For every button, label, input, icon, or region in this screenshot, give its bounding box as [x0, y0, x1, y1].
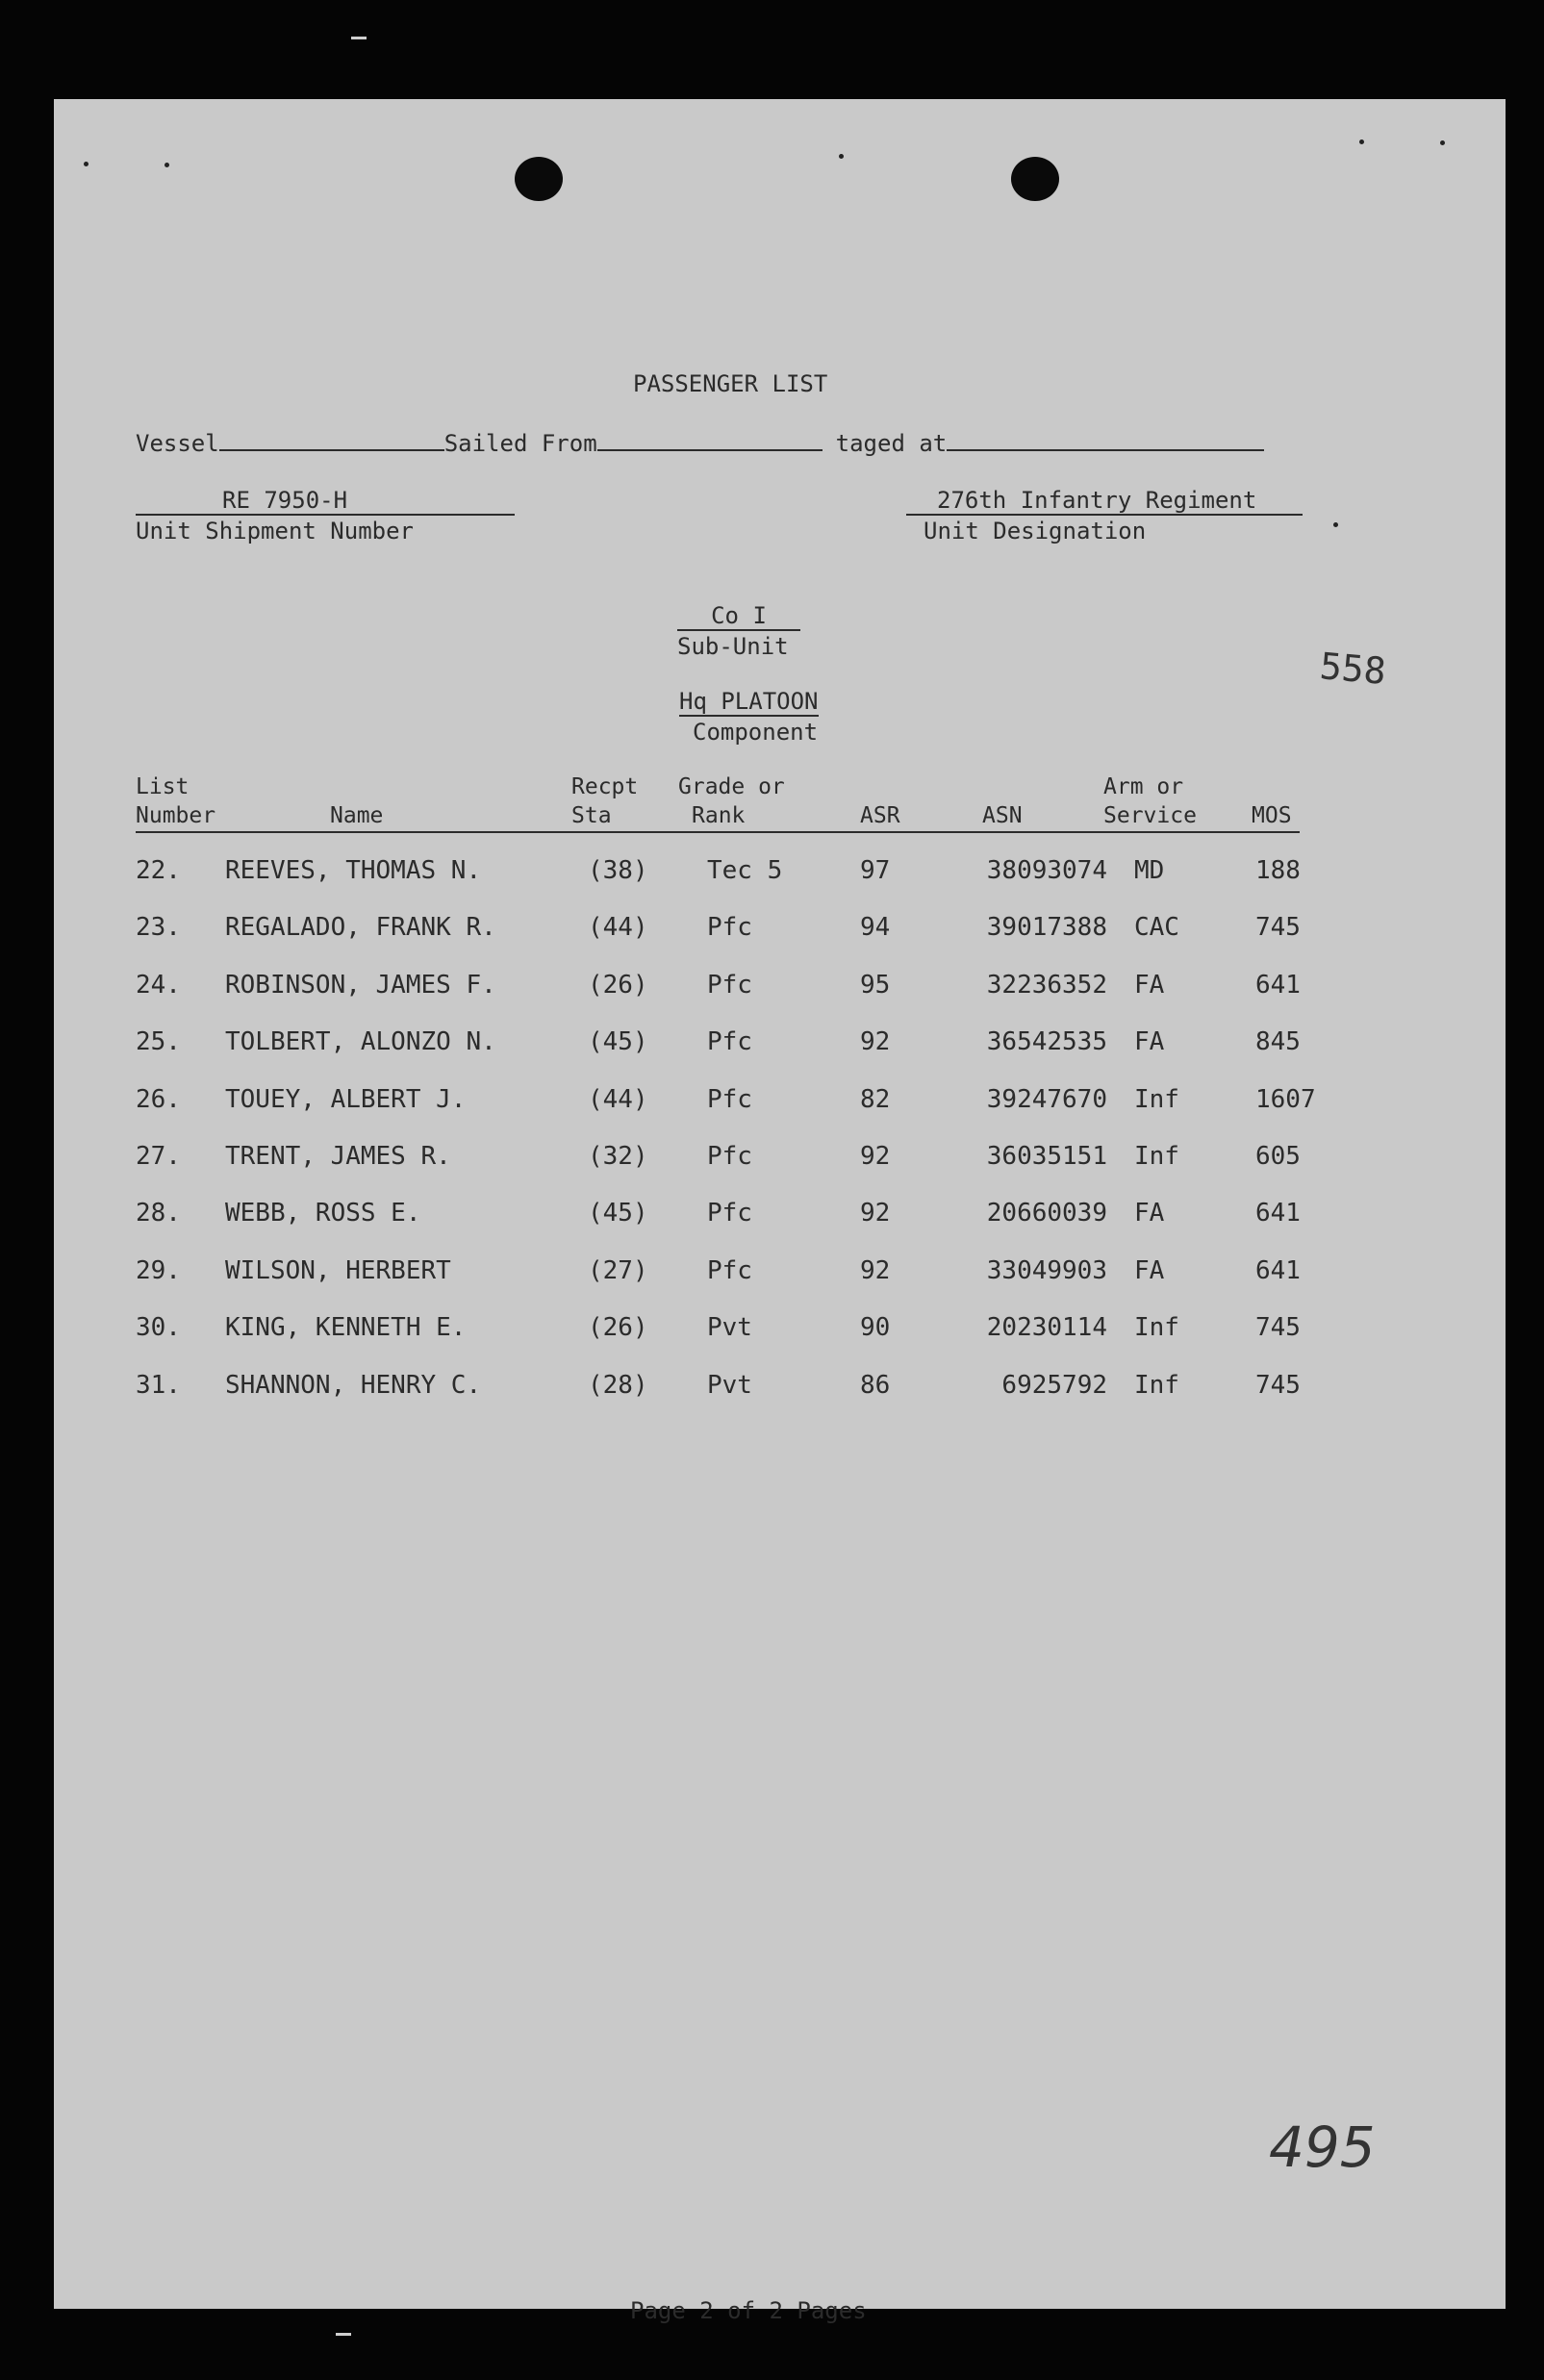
cell-num: 22. — [136, 856, 181, 885]
cell-mos: 745 — [1255, 1313, 1301, 1343]
vessel-label: Vessel — [136, 430, 219, 457]
cell-sta: (38) — [588, 856, 648, 885]
cell-asn: 39247670 — [986, 1084, 1107, 1114]
cell-grade: Pfc — [707, 1084, 752, 1114]
cell-sta: (27) — [588, 1255, 648, 1285]
cell-sta: (32) — [588, 1142, 648, 1171]
cell-num: 23. — [136, 913, 181, 943]
sailed-from-label: Sailed From — [443, 430, 597, 457]
cell-arm: Inf — [1134, 1084, 1179, 1114]
cell-grade: Pfc — [707, 913, 752, 943]
cell-asr: 92 — [860, 1027, 891, 1057]
table-row — [54, 913, 1506, 951]
cell-arm: FA — [1134, 1199, 1165, 1228]
cell-name: WEBB, ROSS E. — [225, 1199, 421, 1228]
cell-num: 29. — [136, 1255, 181, 1285]
cell-asn: 36542535 — [986, 1027, 1107, 1057]
cell-grade: Pfc — [707, 1255, 752, 1285]
col-header-arm: Arm or Service — [1103, 774, 1197, 828]
cell-arm: Inf — [1134, 1142, 1179, 1171]
vessel-blank — [219, 428, 444, 451]
cell-asr: 95 — [860, 970, 891, 1000]
unit-designation: 276th Infantry Regiment — [937, 487, 1257, 514]
cell-asn: 38093074 — [986, 856, 1107, 885]
cell-asr: 94 — [860, 913, 891, 943]
table-row — [54, 1199, 1506, 1237]
component-label: Component — [693, 719, 819, 746]
bottom-edge-mark — [336, 2333, 351, 2336]
cell-mos: 641 — [1255, 970, 1301, 1000]
staged-at-label: taged at — [835, 430, 948, 457]
col-header-mos: MOS — [1252, 803, 1292, 828]
cell-num: 30. — [136, 1313, 181, 1343]
stamp-number: 558 — [1318, 645, 1388, 693]
punch-hole-right — [1011, 157, 1059, 201]
cell-asr: 92 — [860, 1255, 891, 1285]
cell-asr: 92 — [860, 1142, 891, 1171]
top-edge-mark — [351, 37, 367, 39]
cell-asn: 33049903 — [986, 1255, 1107, 1285]
cell-grade: Pfc — [707, 1027, 752, 1057]
cell-name: ROBINSON, JAMES F. — [225, 970, 496, 1000]
cell-num: 24. — [136, 970, 181, 1000]
cell-name: REGALADO, FRANK R. — [225, 913, 496, 943]
col-header-grade: Grade or Rank — [678, 774, 785, 828]
cell-sta: (45) — [588, 1027, 648, 1057]
cell-arm: MD — [1134, 856, 1165, 885]
header-underline — [136, 831, 1300, 833]
cell-grade: Tec 5 — [707, 856, 783, 885]
col-header-asr: ASR — [860, 803, 900, 828]
footer-page-count: Page 2 of 2 Pages — [630, 2297, 867, 2324]
sub-unit-field — [677, 602, 800, 660]
speck — [1333, 522, 1338, 527]
cell-num: 31. — [136, 1370, 181, 1400]
cell-asn: 32236352 — [986, 970, 1107, 1000]
cell-arm: FA — [1134, 1255, 1165, 1285]
cell-mos: 641 — [1255, 1199, 1301, 1228]
cell-grade: Pfc — [707, 1199, 752, 1228]
cell-sta: (26) — [588, 1313, 648, 1343]
handwritten-page-number: 495 — [1269, 2114, 1376, 2180]
cell-num: 25. — [136, 1027, 181, 1057]
cell-arm: FA — [1134, 1027, 1165, 1057]
cell-name: KING, KENNETH E. — [225, 1313, 467, 1343]
speck — [84, 162, 89, 166]
cell-mos: 845 — [1255, 1027, 1301, 1057]
cell-asn: 36035151 — [986, 1142, 1107, 1171]
cell-mos: 605 — [1255, 1142, 1301, 1171]
component: Hq PLATOON — [679, 688, 819, 715]
cell-grade: Pfc — [707, 1142, 752, 1171]
unit-shipment-number-field — [136, 487, 515, 544]
speck — [839, 154, 844, 159]
speck — [1359, 139, 1364, 144]
col-header-name: Name — [330, 803, 384, 828]
speck — [165, 163, 169, 167]
cell-sta: (44) — [588, 913, 648, 943]
cell-sta: (45) — [588, 1199, 648, 1228]
cell-name: WILSON, HERBERT — [225, 1255, 451, 1285]
cell-num: 28. — [136, 1199, 181, 1228]
cell-num: 26. — [136, 1084, 181, 1114]
cell-asr: 97 — [860, 856, 891, 885]
sub-unit-label: Sub-Unit — [677, 633, 789, 660]
sailed-from-blank — [597, 428, 823, 451]
table-row — [54, 971, 1506, 1009]
table-row — [54, 1256, 1506, 1295]
cell-grade: Pvt — [707, 1313, 752, 1343]
table-row — [54, 856, 1506, 895]
cell-arm: FA — [1134, 970, 1165, 1000]
punch-hole-left — [515, 157, 563, 201]
cell-mos: 641 — [1255, 1255, 1301, 1285]
cell-asn: 20660039 — [986, 1199, 1107, 1228]
table-row — [54, 1313, 1506, 1352]
vessel-line — [136, 428, 1264, 457]
col-header-asn: ASN — [982, 803, 1023, 828]
cell-asn: 20230114 — [986, 1313, 1107, 1343]
cell-name: TRENT, JAMES R. — [225, 1142, 451, 1171]
document-title: PASSENGER LIST — [633, 370, 828, 397]
unit-designation-label: Unit Designation — [924, 518, 1147, 544]
cell-name: TOLBERT, ALONZO N. — [225, 1027, 496, 1057]
cell-mos: 1607 — [1255, 1084, 1316, 1114]
document-page — [54, 99, 1506, 2324]
cell-name: TOUEY, ALBERT J. — [225, 1084, 467, 1114]
cell-asn: 6925792 — [1001, 1370, 1107, 1400]
cell-mos: 745 — [1255, 1370, 1301, 1400]
table-row — [54, 1085, 1506, 1124]
cell-grade: Pvt — [707, 1370, 752, 1400]
col-header-recpt-sta: Recpt Sta — [571, 774, 639, 828]
cell-mos: 745 — [1255, 913, 1301, 943]
cell-num: 27. — [136, 1142, 181, 1171]
cell-grade: Pfc — [707, 970, 752, 1000]
cell-arm: Inf — [1134, 1313, 1179, 1343]
cell-asr: 86 — [860, 1370, 891, 1400]
cell-mos: 188 — [1255, 856, 1301, 885]
cell-name: REEVES, THOMAS N. — [225, 856, 482, 885]
cell-arm: Inf — [1134, 1370, 1179, 1400]
sub-unit: Co I — [711, 602, 767, 629]
cell-asr: 82 — [860, 1084, 891, 1114]
col-header-list-number: List Number — [136, 774, 216, 828]
cell-asr: 90 — [860, 1313, 891, 1343]
cell-asr: 92 — [860, 1199, 891, 1228]
unit-designation-field — [906, 487, 1303, 544]
cell-name: SHANNON, HENRY C. — [225, 1370, 482, 1400]
table-row — [54, 1371, 1506, 1409]
cell-arm: CAC — [1134, 913, 1179, 943]
table-row — [54, 1142, 1506, 1180]
cell-asn: 39017388 — [986, 913, 1107, 943]
cell-sta: (26) — [588, 970, 648, 1000]
unit-shipment-label: Unit Shipment Number — [136, 518, 414, 544]
staged-at-blank — [947, 428, 1264, 451]
cell-sta: (44) — [588, 1084, 648, 1114]
cell-sta: (28) — [588, 1370, 648, 1400]
table-row — [54, 1027, 1506, 1066]
unit-shipment-number: RE 7950-H — [222, 487, 348, 514]
speck — [1440, 140, 1445, 145]
component-field — [679, 688, 819, 746]
